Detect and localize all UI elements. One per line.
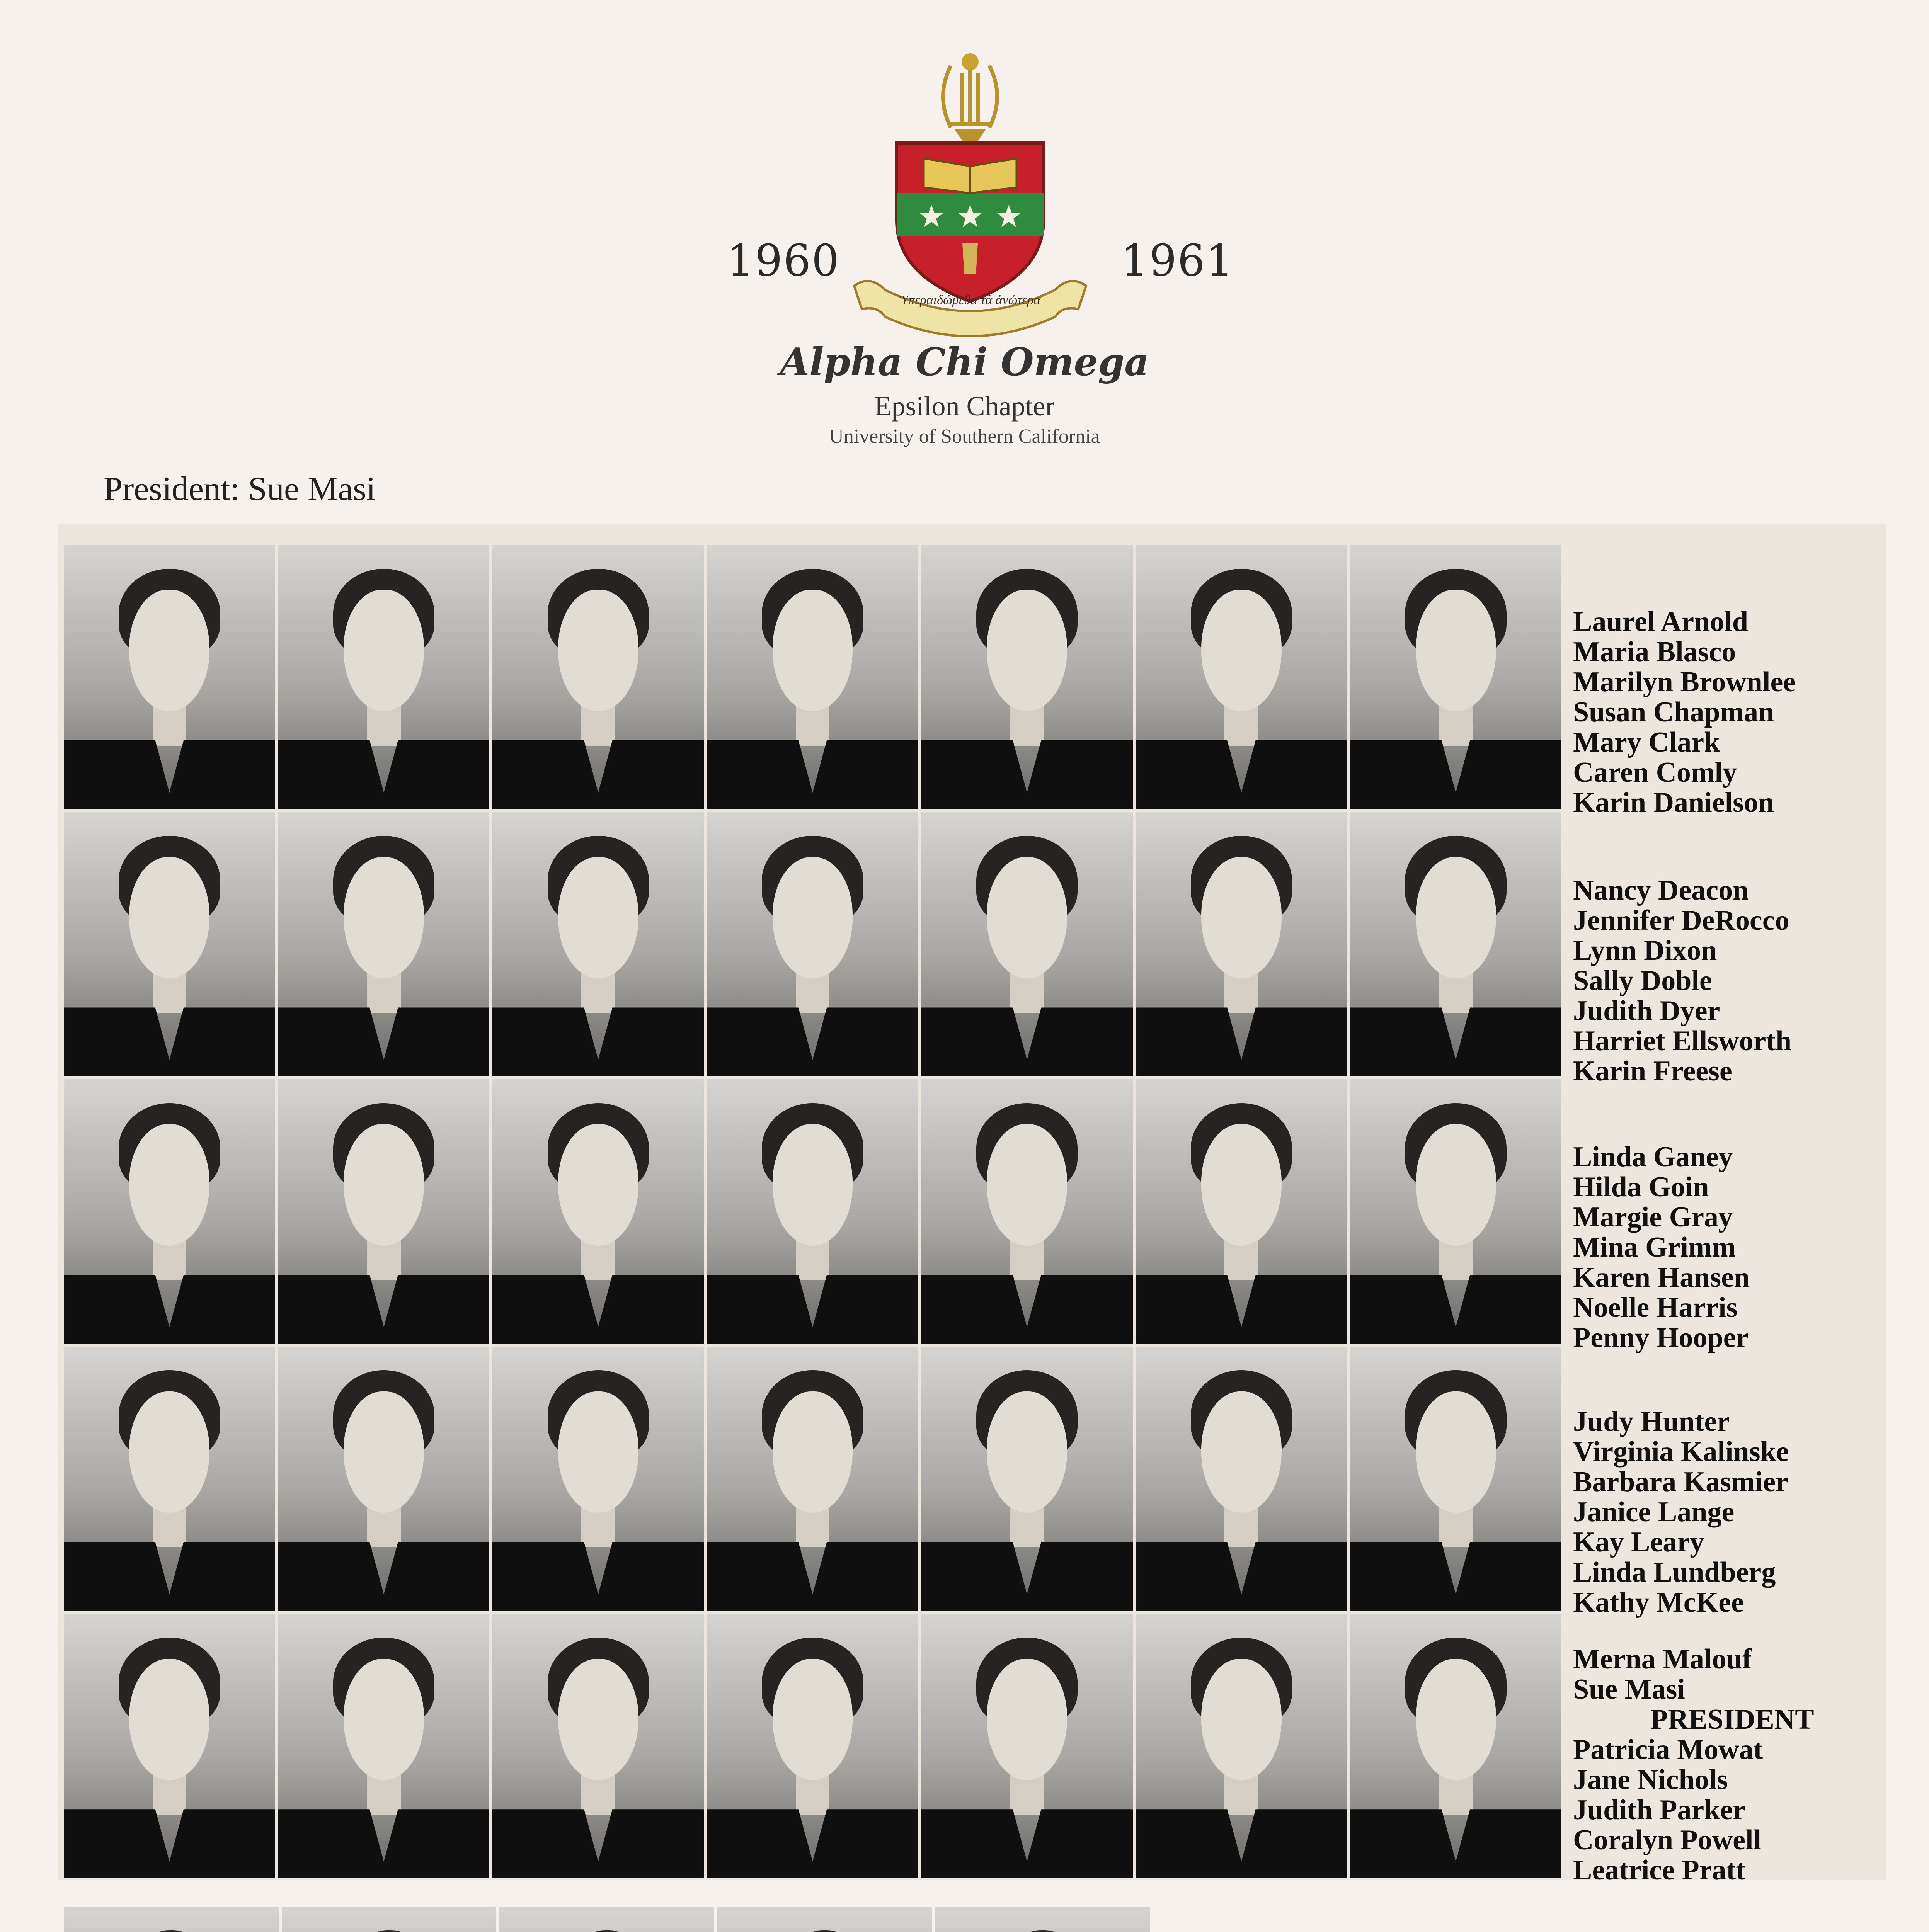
portrait-photo [707,545,918,809]
portrait-photo [1350,1614,1561,1878]
member-name: Judith Parker [1573,1794,1746,1826]
member-name: Hilda Goin [1573,1171,1709,1203]
member-name: Karen Hansen [1573,1262,1750,1293]
portrait-photo [64,1347,275,1611]
member-name: Leatrice Pratt [1573,1854,1745,1886]
portrait-photo [1136,1079,1347,1344]
member-name: Jennifer DeRocco [1573,905,1789,936]
member-name: Maria Blasco [1573,636,1736,668]
member-name: Karin Freese [1573,1055,1732,1087]
portrait-photo [278,1079,490,1344]
president-line: President: Sue Masi [104,470,376,508]
portrait-photo [921,1347,1133,1611]
member-name: Lynn Dixon [1573,935,1717,966]
portrait-photo [64,812,275,1077]
member-name: Patricia Mowat [1573,1734,1763,1765]
portrait-photo [717,1907,932,1932]
member-name: Sue Masi [1573,1673,1685,1705]
portrait-photo [1136,545,1347,809]
portrait-photo [492,1347,704,1611]
member-name: Noelle Harris [1573,1292,1738,1323]
names-row-3 [1573,1142,1750,1353]
names-row-4 [1573,1406,1789,1617]
member-name: Marilyn Brownlee [1573,666,1796,698]
portrait-photo [1350,1079,1561,1344]
member-name: Merna Malouf [1573,1643,1752,1675]
portrait-photo [499,1907,714,1932]
portrait-photo [492,1614,704,1878]
member-name: Mina Grimm [1573,1231,1736,1263]
photo-grid-top [64,545,1561,1878]
names-row-2 [1573,875,1791,1086]
portrait-photo [1136,1347,1347,1611]
member-name: Coralyn Powell [1573,1824,1762,1856]
president-title: PRESIDENT [1650,1704,1814,1735]
member-name: Penny Hooper [1573,1322,1749,1354]
portrait-photo [1136,1614,1347,1878]
portrait-photo [492,545,704,809]
portrait-photo [492,1079,704,1344]
portrait-photo [64,1907,279,1932]
member-name: Mary Clark [1573,726,1720,758]
member-name: Susan Chapman [1573,696,1774,728]
member-name: Jane Nichols [1573,1764,1728,1796]
portrait-photo [278,1614,490,1878]
portrait-photo [492,812,704,1077]
member-name: Linda Ganey [1573,1141,1733,1173]
portrait-photo [935,1907,1150,1932]
portrait-photo [1350,812,1561,1077]
portrait-photo [1136,812,1347,1077]
portrait-photo [282,1907,497,1932]
member-name: Laurel Arnold [1573,606,1748,638]
member-name: Harriet Ellsworth [1573,1025,1792,1057]
year-start: 1960 [727,236,840,286]
portrait-photo [278,1347,490,1611]
chapter-name: Epsilon Chapter [874,391,1055,422]
names-row-5 [1573,1644,1814,1885]
member-name: Barbara Kasmier [1573,1466,1788,1498]
member-name: Nancy Deacon [1573,874,1749,906]
portrait-photo [707,1614,918,1878]
photo-grid-row-6 [64,1907,1150,1932]
portrait-photo [707,1079,918,1344]
portrait-photo [64,1079,275,1344]
member-name: Judith Dyer [1573,995,1720,1027]
member-name: Margie Gray [1573,1201,1733,1233]
portrait-photo [921,1614,1133,1878]
portrait-photo [1350,1347,1561,1611]
member-name: Janice Lange [1573,1496,1735,1528]
member-name: Virginia Kalinske [1573,1436,1789,1468]
university-name: University of Southern California [829,425,1100,447]
member-name: Karin Danielson [1573,787,1774,818]
portrait-photo [707,1347,918,1611]
portrait-photo [64,545,275,809]
portrait-photo [921,812,1133,1077]
member-name: Kathy McKee [1573,1587,1744,1618]
portrait-photo [921,1079,1133,1344]
names-row-1 [1573,607,1796,818]
portrait-photo [64,1614,275,1878]
member-name: Caren Comly [1573,757,1737,788]
member-name: Linda Lundberg [1573,1556,1776,1588]
year-end: 1961 [1121,236,1234,286]
portrait-photo [1350,545,1561,809]
portrait-photo [707,812,918,1077]
member-name: Judy Hunter [1573,1406,1730,1437]
organization-name: Alpha Chi Omega [780,340,1149,384]
portrait-photo [278,545,490,809]
member-name: Sally Doble [1573,965,1712,997]
portrait-photo [278,812,490,1077]
motto-text: Ὑπεραιδώμεθα τά ἀνώτερα [899,293,1041,307]
portrait-photo [921,545,1133,809]
member-name: Kay Leary [1573,1526,1704,1558]
